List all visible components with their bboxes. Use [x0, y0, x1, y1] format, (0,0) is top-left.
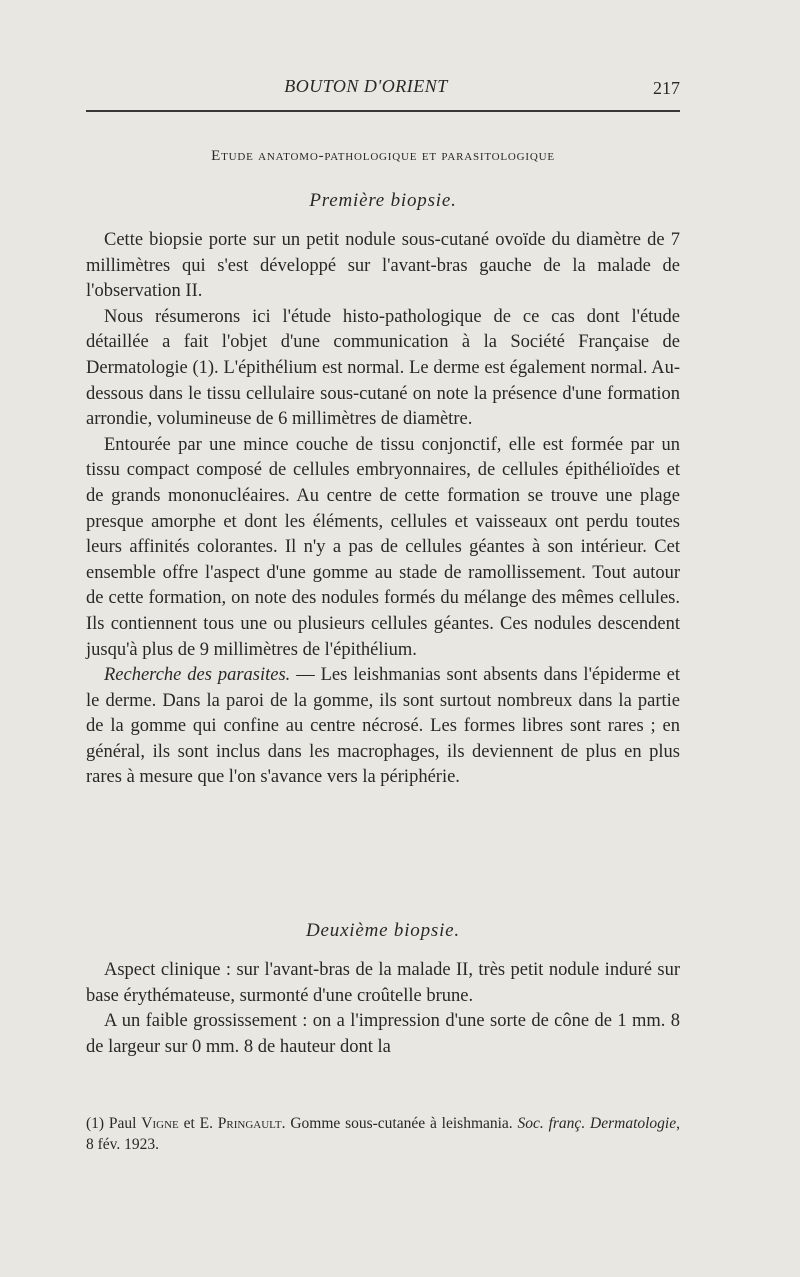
section-heading: Etude anatomo-pathologique et parasitologique: [211, 148, 555, 164]
paragraph: Cette biopsie porte sur un petit nodule sous-cutané ovoïde du diamètre de 7 millimètres qui s'est développé sur l'avant-bras gauche de la malade de l'observation II.: [86, 230, 680, 302]
parasites-paragraph: [86, 663, 680, 791]
header-rule: [86, 110, 680, 112]
footnote-author-2: Pringault: [217, 1115, 282, 1132]
running-head: [86, 76, 680, 102]
paragraph: A un faible grossissement : on a l'impression d'une sorte de cône de 1 mm. 8 de largeur sur 0 mm. 8 de hauteur dont la: [86, 1011, 680, 1057]
parasites-text: — Les leishmanias sont absents dans l'épiderme et le derme. Dans la paroi de la gomme, ils sont surtout nombreux dans la partie de la gomme qui confine au centre nécrosé. Les formes libres sont rares ; en général, ils sont inclus dans les macrophages, ils deviennent de plus en plus rares à mesure que l'on s'avance vers la périphérie.: [86, 665, 680, 788]
footnote-date: , 8 fév. 1923.: [86, 1115, 680, 1153]
paragraph: Entourée par une mince couche de tissu conjonctif, elle est formée par un tissu compact composé de cellules embryonnaires, de cellules épithélioïdes et de grands mononucléaires. Au centre de cette formation se trouve une plage presque amorphe et dont les éléments, cellules et vaisseaux ont perdu toutes leurs affinités colorantes. Il n'y a pas de cellules géantes à son intérieur. Cet ensemble offre l'aspect d'une gomme au stade de ramollissement. Tout autour de cette formation, on note des nodules formés du mélange des mêmes cellules. Ils contiennent tous une ou plusieurs cellules géantes. Ces nodules descendent jusqu'à plus de 9 millimètres de l'épithélium.: [86, 434, 680, 660]
running-title: BOUTON D'ORIENT: [284, 76, 448, 96]
second-biopsy-body: [86, 958, 680, 1060]
footnote-author-1: Vigne: [141, 1115, 179, 1132]
footnote-text: [86, 1113, 680, 1155]
first-biopsy-title: Première biopsie.: [309, 190, 457, 211]
footnote-marker: (1) Paul: [86, 1115, 142, 1132]
paragraph: Aspect clinique : sur l'avant-bras de la malade II, très petit nodule induré sur base érythémateuse, surmonté d'une croûtelle brune.: [86, 960, 680, 1006]
footnote-journal: Soc. franç. Dermatologie: [517, 1115, 677, 1132]
footnote-connector: et E.: [178, 1115, 218, 1132]
first-biopsy-body: [86, 228, 680, 791]
page-number: 217: [653, 78, 680, 98]
second-biopsy-title: Deuxième biopsie.: [306, 920, 460, 941]
paragraph: Nous résumerons ici l'étude histo-pathologique de ce cas dont l'étude détaillée a fait l'objet d'une communication à la Société Française de Dermatologie (1). L'épithélium est normal. Le derme est également normal. Au-dessous dans le tissu cellulaire sous-cutané on note la présence d'une formation arrondie, volumineuse de 6 millimètres de diamètre.: [86, 306, 680, 430]
parasites-lead: Recherche des parasites.: [104, 665, 291, 686]
footnote: [86, 1113, 680, 1155]
footnote-title: . Gomme sous-cutanée à leishmania.: [281, 1115, 518, 1132]
